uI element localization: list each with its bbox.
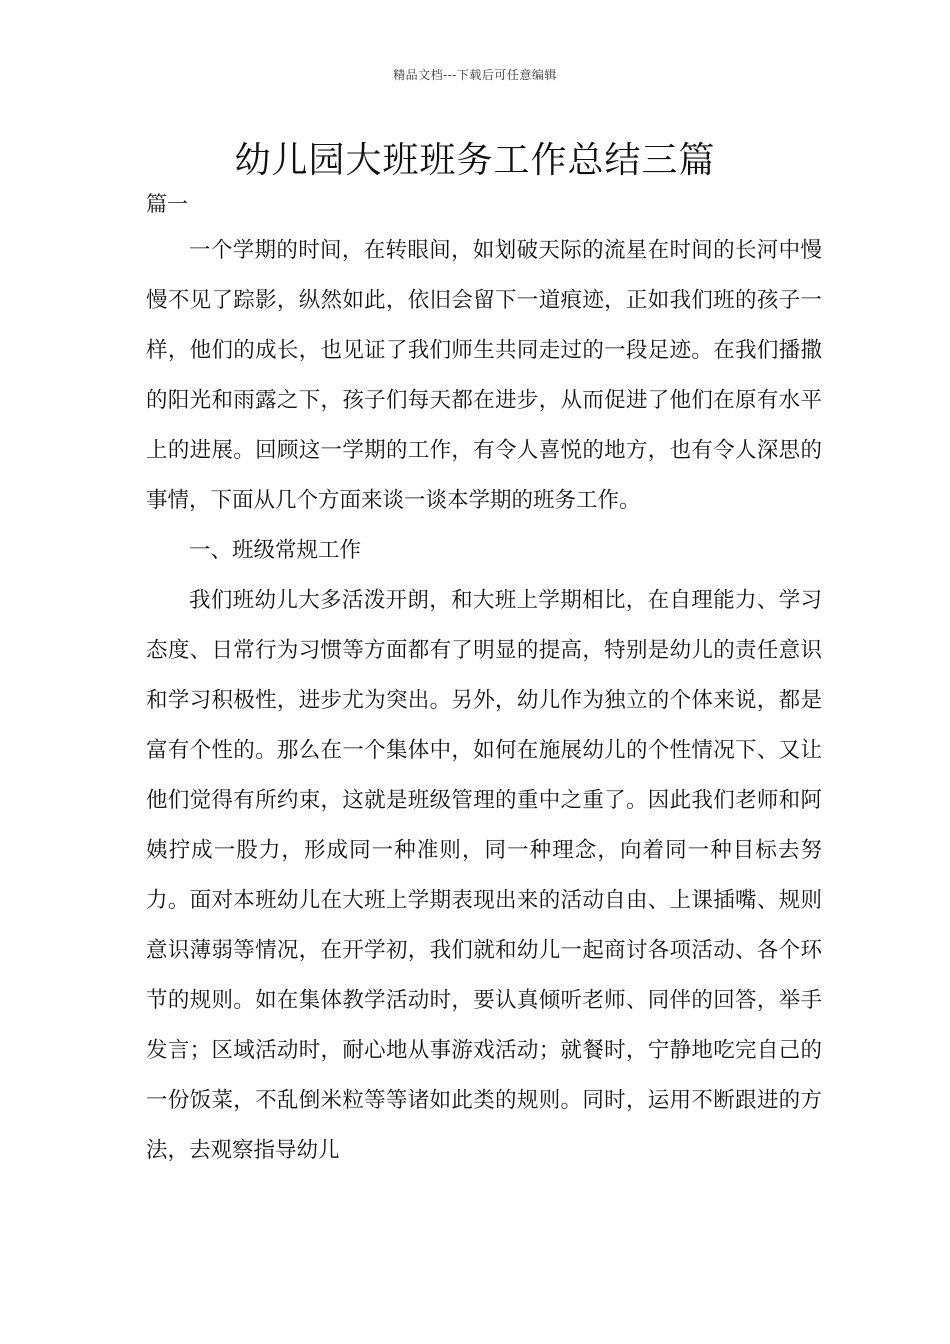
- subheading-class-routine: 一、班级常规工作: [189, 538, 362, 563]
- paragraph-intro: 一个学期的时间，在转眼间，如划破天际的流星在时间的长河中慢慢不见了踪影，纵然如此，依旧会留下一道痕迹，正如我们班的孩子一样，他们的成长，也见证了我们师生共同走过的一段足迹。在我们播撒的阳光和雨露之下，孩子们每天都在进步，从而促进了他们在原有水平上的进展。回顾这一学期的工作，有令人喜悦的地方，也有令人深思的事情，下面从几个方面来谈一谈本学期的班务工作。: [146, 238, 822, 513]
- document-body: [146, 226, 822, 1176]
- section-label: 篇一: [146, 192, 188, 216]
- document-title: 幼儿园大班班务工作总结三篇: [234, 140, 716, 181]
- header-watermark: 精品文档---下载后可任意编辑: [393, 68, 557, 82]
- paragraph-class-routine: 我们班幼儿大多活泼开朗，和大班上学期相比，在自理能力、学习态度、日常行为习惯等方面都有了明显的提高，特别是幼儿的责任意识和学习积极性，进步尤为突出。另外，幼儿作为独立的个体来说，都是富有个性的。那么在一个集体中，如何在施展幼儿的个性情况下、又让他们觉得有所约束，这就是班级管理的重中之重了。因此我们老师和阿姨拧成一股力，形成同一种准则，同一种理念，向着同一种目标去努力。面对本班幼儿在大班上学期表现出来的活动自由、上课插嘴、规则意识薄弱等情况，在开学初，我们就和幼儿一起商讨各项活动、各个环节的规则。如在集体教学活动时，要认真倾听老师、同伴的回答，举手发言；区域活动时，耐心地从事游戏活动；就餐时，宁静地吃完自己的一份饭菜，不乱倒米粒等等诸如此类的规则。同时，运用不断跟进的方法，去观察指导幼儿: [146, 588, 822, 1163]
